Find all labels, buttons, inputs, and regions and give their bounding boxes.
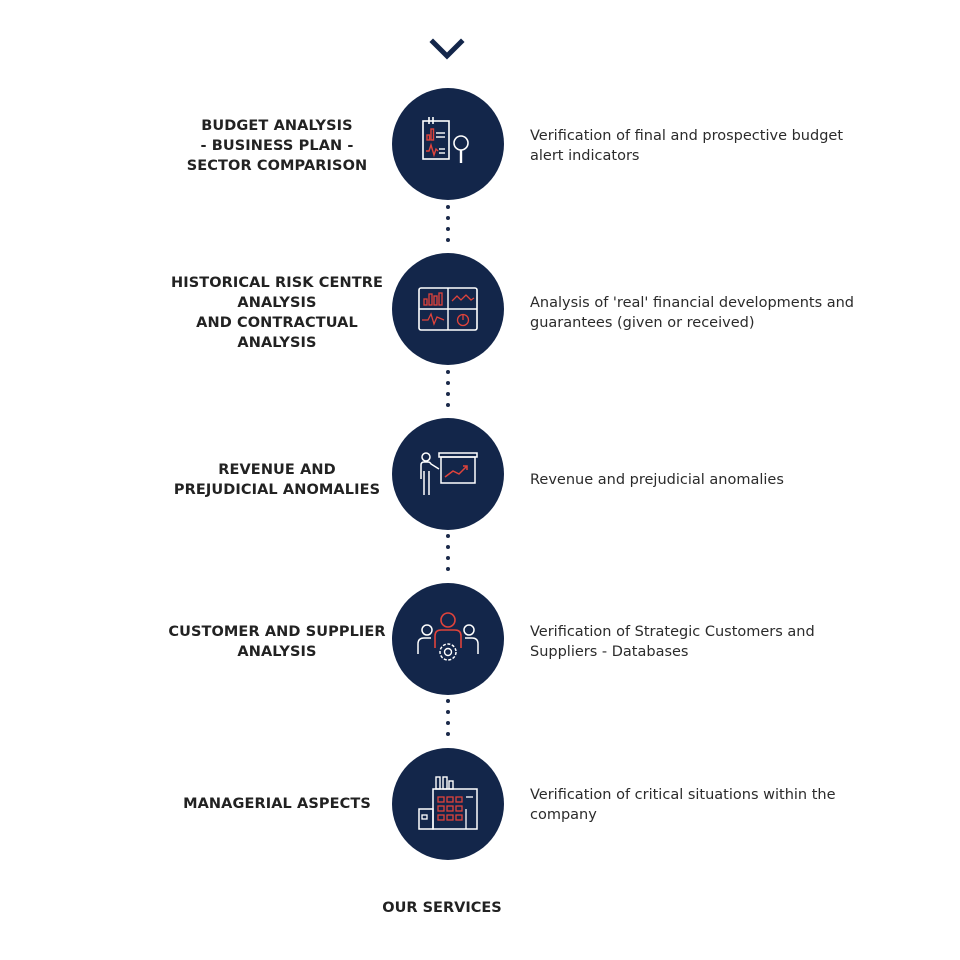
step-4-description: Verification of Strategic Customers and Suppliers - Databases (530, 624, 815, 660)
dashboard-charts-icon (413, 274, 483, 344)
step-1-description: Verification of final and prospective budget alert indicators (530, 128, 844, 164)
step-4-circle (392, 583, 504, 695)
connector-dots-3 (446, 534, 450, 578)
presentation-board-icon (413, 439, 483, 509)
chevron-down-icon (429, 38, 465, 64)
team-gear-icon (413, 604, 483, 674)
step-3-description: Revenue and prejudicial anomalies (530, 472, 784, 488)
step-2-circle (392, 253, 504, 365)
step-4-label: CUSTOMER AND SUPPLIER ANALYSIS (168, 624, 386, 660)
connector-dots-4 (446, 699, 450, 743)
step-1-circle (392, 88, 504, 200)
step-3-label: REVENUE AND PREJUDICIAL ANOMALIES (173, 462, 381, 498)
step-5-circle (392, 748, 504, 860)
step-2-description: Analysis of 'real' financial developments and guarantees (given or received) (530, 295, 855, 331)
factory-icon (413, 769, 483, 839)
footer-title: OUR SERVICES (382, 900, 502, 916)
step-2-label: HISTORICAL RISK CENTRE ANALYSIS AND CONTRACTUAL ANALYSIS (170, 275, 384, 351)
connector-dots-2 (446, 370, 450, 414)
document-chart-magnifier-icon (413, 109, 483, 179)
connector-dots-1 (446, 205, 450, 249)
step-1-label: BUDGET ANALYSIS - BUSINESS PLAN - SECTOR COMPARISON (186, 118, 368, 174)
step-5-description: Verification of critical situations within the company (530, 787, 836, 823)
step-3-circle (392, 418, 504, 530)
step-5-label: MANAGERIAL ASPECTS (183, 796, 371, 812)
